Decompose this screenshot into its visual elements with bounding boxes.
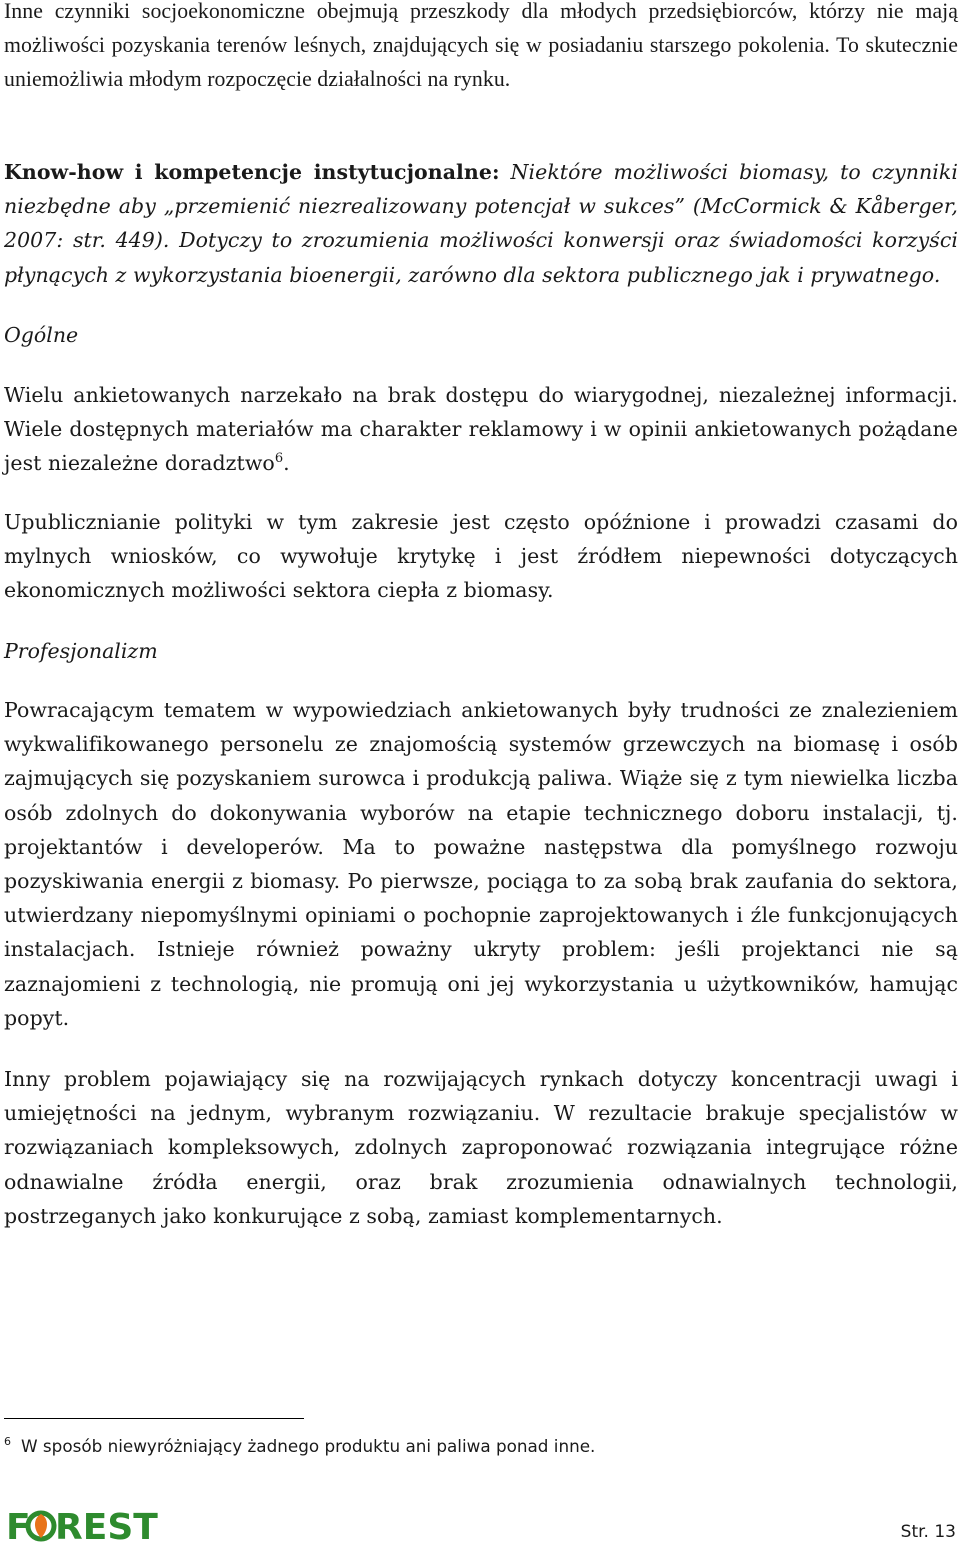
paragraph-socioeconomic: Inne czynniki socjoekonomiczne obejmują przeszkody dla młodych przedsiębiorców, którzy nie mają możliwości pozyskania terenów leśnych, znajdujących się w posiadaniu starszego pokolenia. To skutecznie uniemożliwia młodym rozpoczęcie działalności na rynku. [4, 0, 958, 92]
logo-leaf-icon [28, 1513, 54, 1539]
section-heading-general: Ogólne [4, 323, 79, 347]
knowhow-heading: Know-how i kompetencje instytucjonalne: [4, 160, 500, 184]
footnote [4, 1434, 595, 1458]
footnote-separator [4, 1418, 304, 1419]
forest-logo [6, 1505, 158, 1548]
footnote-text: W sposób niewyróżniający żadnego produktu ani paliwa ponad inne. [21, 1436, 596, 1456]
paragraph-emerging-markets: Inny problem pojawiający się na rozwijających rynkach dotyczy koncentracji uwagi i umiejętności na jednym, wybranym rozwiązaniu. W rezultacie brakuje specjalistów w rozwiązaniach kompleksowych, zdolnych zaproponować rozwiązania integrujące różne odnawialne źródła energii, oraz brak zrozumienia odnawialnych technologii, postrzeganych jako konkurujące z sobą, zamiast komplementarnych. [4, 1067, 958, 1228]
information-access-end: . [283, 451, 290, 476]
paragraph-information-access [4, 378, 958, 481]
footnote-reference: 6 [274, 451, 284, 467]
footnote-marker: 6 [4, 1435, 11, 1449]
paragraph-knowhow [4, 155, 958, 292]
svg-text:REST: REST [55, 1507, 158, 1548]
knowhow-text: Niektóre możliwości biomasy, to czynniki niezbędne aby „przemienić niezrealizowany potencjał w sukces” (McCormick & Kåberger, 2007: str. 449). Dotyczy to zrozumienia możliwości konwersji oraz świadomości korzyści płynących z wykorzystania bioenergii, zarówno dla sektora publicznego jak i prywatnego. [4, 160, 958, 287]
paragraph-policy-publication: Upublicznianie polityki w tym zakresie jest często opóźnione i prowadzi czasami do mylnych wniosków, co wywołuje krytykę i jest źródłem niepewności dotyczących ekonomicznych możliwości sektora ciepła z biomasy. [4, 510, 958, 603]
page-number: Str. 13 [900, 1522, 956, 1542]
information-access-text: Wielu ankietowanych narzekało na brak dostępu do wiarygodnej, niezależnej informacji. Wiele dostępnych materiałów ma charakter reklamowy i w opinii ankietowanych pożądane jest niezależne doradztwo [4, 383, 958, 476]
section-heading-professionalism: Profesjonalizm [4, 639, 158, 663]
svg-text:F: F [6, 1507, 31, 1548]
paragraph-professionalism: Powracającym tematem w wypowiedziach ankietowanych były trudności ze znalezieniem wykwalifikowanego personelu ze znajomością systemów grzewczych na biomasę i osób zajmujących się pozyskaniem surowca i produkcją paliwa. Wiąże się z tym niewielka liczba osób zdolnych do dokonywania wyborów na etapie technicznego doboru instalacji, tj. projektantów i developerów. Ma to poważne następstwa dla pomyślnego rozwoju pozyskiwania energii z biomasy. Po pierwsze, pociąga to za sobą brak zaufania do sektora, utwierdzany niepomyślnymi opiniami o pochopnie zaprojektowanych i źle funkcjonujących instalacjach. Istnieje również poważny ukryty problem: jeśli projektanci nie są zaznajomieni z technologią, nie promują oni jej wykorzystania u użytkowników, hamując popyt. [4, 698, 958, 1030]
